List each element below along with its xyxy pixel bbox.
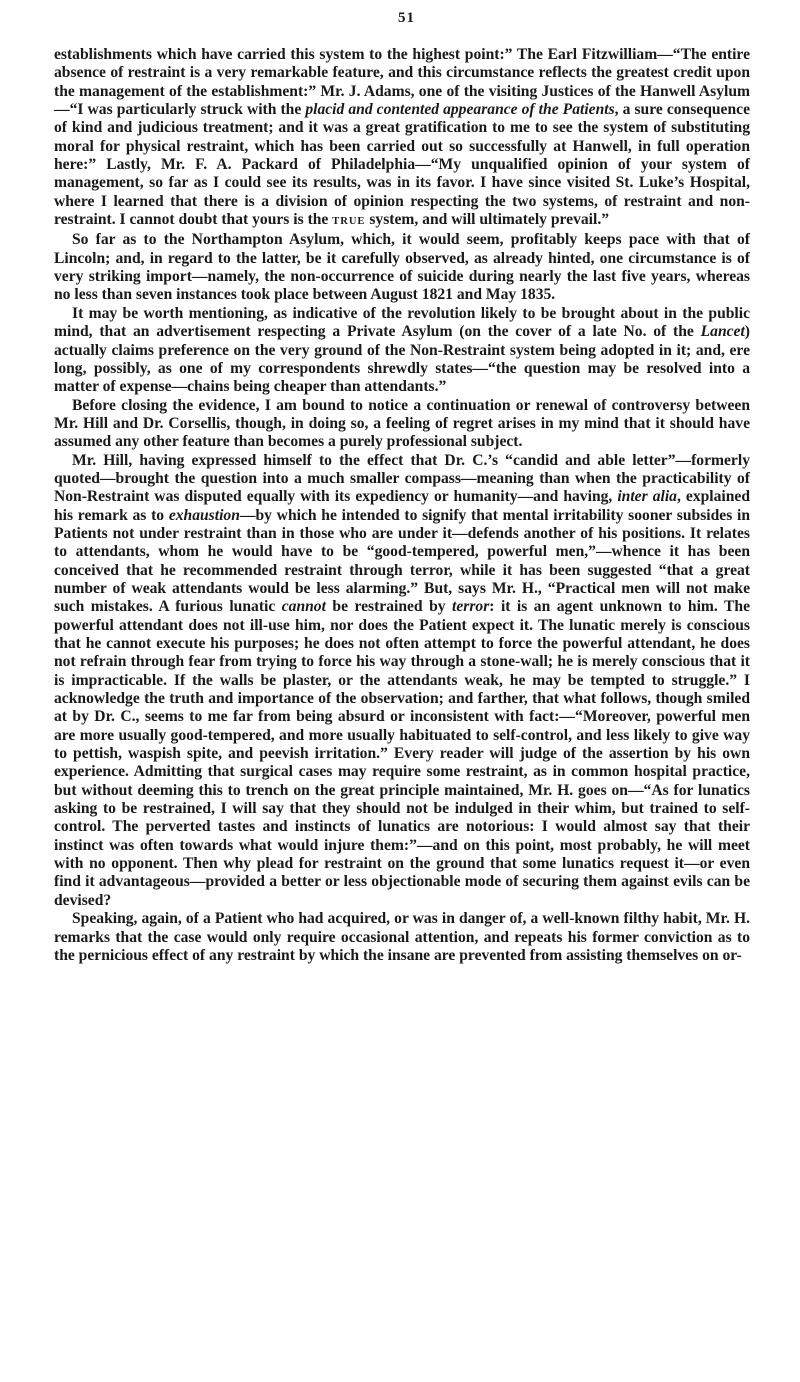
text-run: ) actually claims preference on the very ground of the Non-Restraint system being adopted in it; and, ere long, possibly, as one of my correspondents shrewdly states—“the question may be resolved into a matter of expense—chains being cheaper than attendants.” [54,323,750,396]
italic-text: terror [452,598,490,616]
paragraph [54,397,750,452]
paragraph [54,231,750,304]
text-run: Before closing the evidence, I am bound to notice a continuation or renewal of controversy between Mr. Hill and Dr. Corsellis, though, in doing so, a feeling of regret arises in my mind that it should have assumed any other feature than becomes a purely professional subject. [54,396,750,451]
text-run: So far as to the Northampton Asylum, which, it would seem, profitably keeps pace with that of Lincoln; and, in regard to the latter, be it carefully observed, as already hinted, one circumstance is of very striking import—namely, the non-occurrence of suicide during nearly the last five years, whereas no less than seven instances took place between August 1821 and May 1835. [54,231,750,304]
text-run: —by which he intended to signify that mental irritability sooner subsides in Patients not under restraint than in those who are under it—defends another of his positions. It relates to attendants, whom he would have to be “good-tempered, powerful men,”—whence it has been conceived that he recommended restraint through terror, while it has been suggested “that a great number of weak attendants would be less alarming.” But, says Mr. H., “Practical men will not make such mistakes. A furious lunatic [54,506,751,616]
text-run: establishments which have carried this system to the highest point:” The Earl Fitzwilliam—“The entire absence of restraint is a very remarkable feature, and this circumstance reflects the greatest credit upon the management of the establishment:” Mr. J. Adams, one of the visiting Justices of the Hanwell Asylum—“I was particularly struck with the [54,46,750,119]
italic-text: Lancet [700,323,745,341]
text-run: : it is an agent unknown to him. The powerful attendant does not ill-use him, nor does the Patient expect it. The lunatic merely is conscious that he cannot execute his purposes; he does not often attempt to force the powerful attendant, he does not refrain through fear from trying to force his way through a stone-wall; he is merely conscious that it is impracticable. If the walls be plaster, or the attendants weak, he may be tempted to struggle.” I acknowledge the truth and importance of the observation; and farther, that what follows, though smiled at by Dr. C., seems to me far from being absurd or inconsistent with fact:—“Moreover, powerful men are more usually good-tempered, and more usually habituated to self-control, and less likely to give way to pettish, waspish spite, and peevish irritation.” Every reader will judge of the assertion by his own experience. Admitting that surgical cases may require some restraint, as in common hospital practice, but without deeming this to trench on the great principle maintained, Mr. H. goes on—“As for lunatics asking to be restrained, I will say that they should not be indulged in their whim, but trained to self-control. The perverted tastes and instincts of lunatics are notorious: I would almost say that their instinct was often towards what would injure them:”—and on this point, most probably, he will meet with no opponent. Then why plead for restraint on the ground that some lunatics request it—or even find it advantageous—provided a better or less objectionable mode of securing them against evils can be devised? [54,598,750,909]
body-text [54,46,750,965]
text-run: Mr. Hill, having expressed himself to the effect that Dr. C.’s “candid and able letter”—formerly quoted—brought the question into a much smaller compass—meaning than when the practicability of Non-Restraint was disputed equally with its expediency or humanity—and having, [54,451,750,506]
paragraph [54,46,750,231]
text-run: , explained his remark as to [54,488,751,524]
italic-text: exhaustion [168,506,240,524]
italic-text: cannot [281,598,326,616]
paragraph [54,452,750,911]
page-number: 51 [398,10,415,26]
text-run: It may be worth mentioning, as indicative of the revolution likely to be brought about in the public mind, that an advertisement respecting a Private Asylum (on the cover of a late No. of the [54,304,750,341]
text-run: be restrained by [325,598,453,616]
text-run: system, and will ultimately prevail.” [365,211,610,229]
italic-text: placid and contented appearance of the Patients [305,101,615,119]
paragraph [54,910,750,965]
small-caps-text: TRUE [332,216,366,228]
paragraph [54,305,750,397]
italic-text: inter alia [617,488,677,506]
text-run: Speaking, again, of a Patient who had acquired, or was in danger of, a well-known filthy habit, Mr. H. remarks that the case would only require occasional attention, and repeats his former conviction as to the pernicious effect of any restraint by which the insane are prevented from assisting themselves on or- [54,910,750,964]
text-run: , a sure consequence of kind and judicious treatment; and it was a great gratification to me to see the system of substituting moral for physical restraint, which has been carried out so successfully at Hanwell, in full operation here:” Lastly, Mr. F. A. Packard of Philadelphia—“My unqualified opinion of your system of management, so far as I could see its results, was in its favor. I have since visited St. Luke’s Hospital, where I learned that there is a division of opinion respecting the two systems, of restraint and non-restraint. I cannot doubt that yours is the [54,101,750,229]
